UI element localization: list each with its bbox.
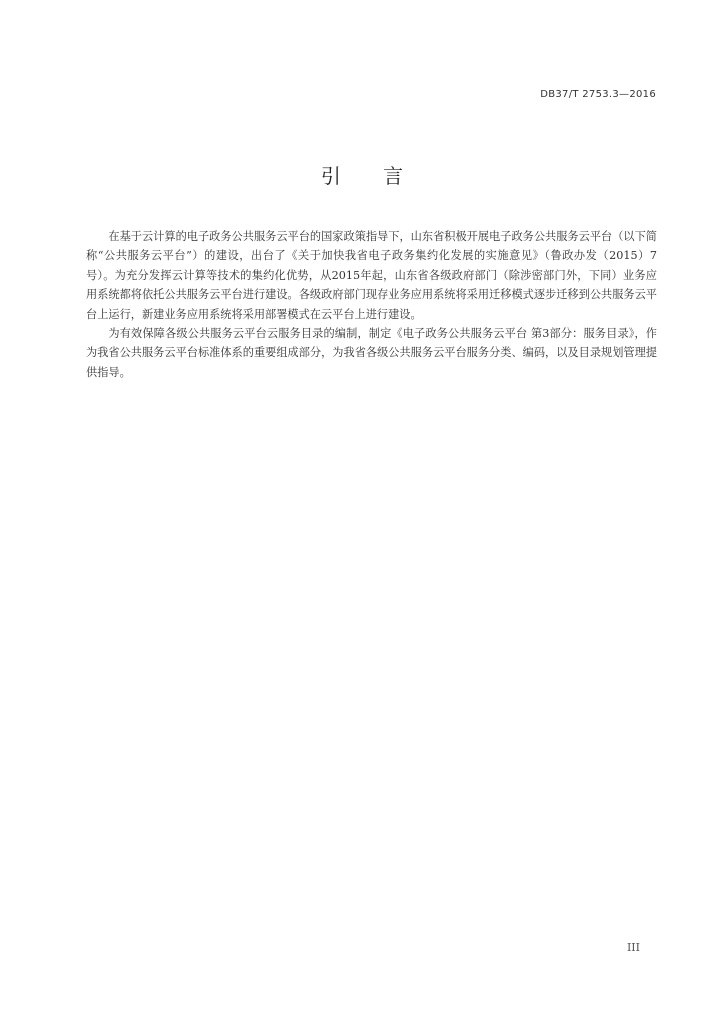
paragraph-1: 在基于云计算的电子政务公共服务云平台的国家政策指导下，山东省积极开展电子政务公共服务云平台（以下简称“公共服务云平台”）的建设，出台了《关于加快我省电子政务集约化发展的实施意见》（鲁政办发（2015）7号）。为充分发挥云计算等技术的集约化优势，从2015年起，山东省各级政府部门（除涉密部门外，下同）业务应用系统都将依托公共服务云平台进行建设。各级政府部门现存业务应用系统将采用迁移模式逐步迁移到公共服务云平台上运行，新建业务应用系统将采用部署模式在云平台上进行建设。 (86, 230, 657, 321)
page-number: III (626, 941, 640, 954)
document-code: DB37/T 2753.3—2016 (540, 89, 656, 100)
section-title: 引 言 (320, 164, 422, 188)
body-text (86, 227, 657, 382)
paragraph-2: 为有效保障各级公共服务云平台云服务目录的编制，制定《电子政务公共服务云平台 第3部分：服务目录》，作为我省公共服务云平台标准体系的重要组成部分，为我省各级公共服务云平台服务分类、编码，以及目录规划管理提供指导。 (86, 327, 657, 379)
